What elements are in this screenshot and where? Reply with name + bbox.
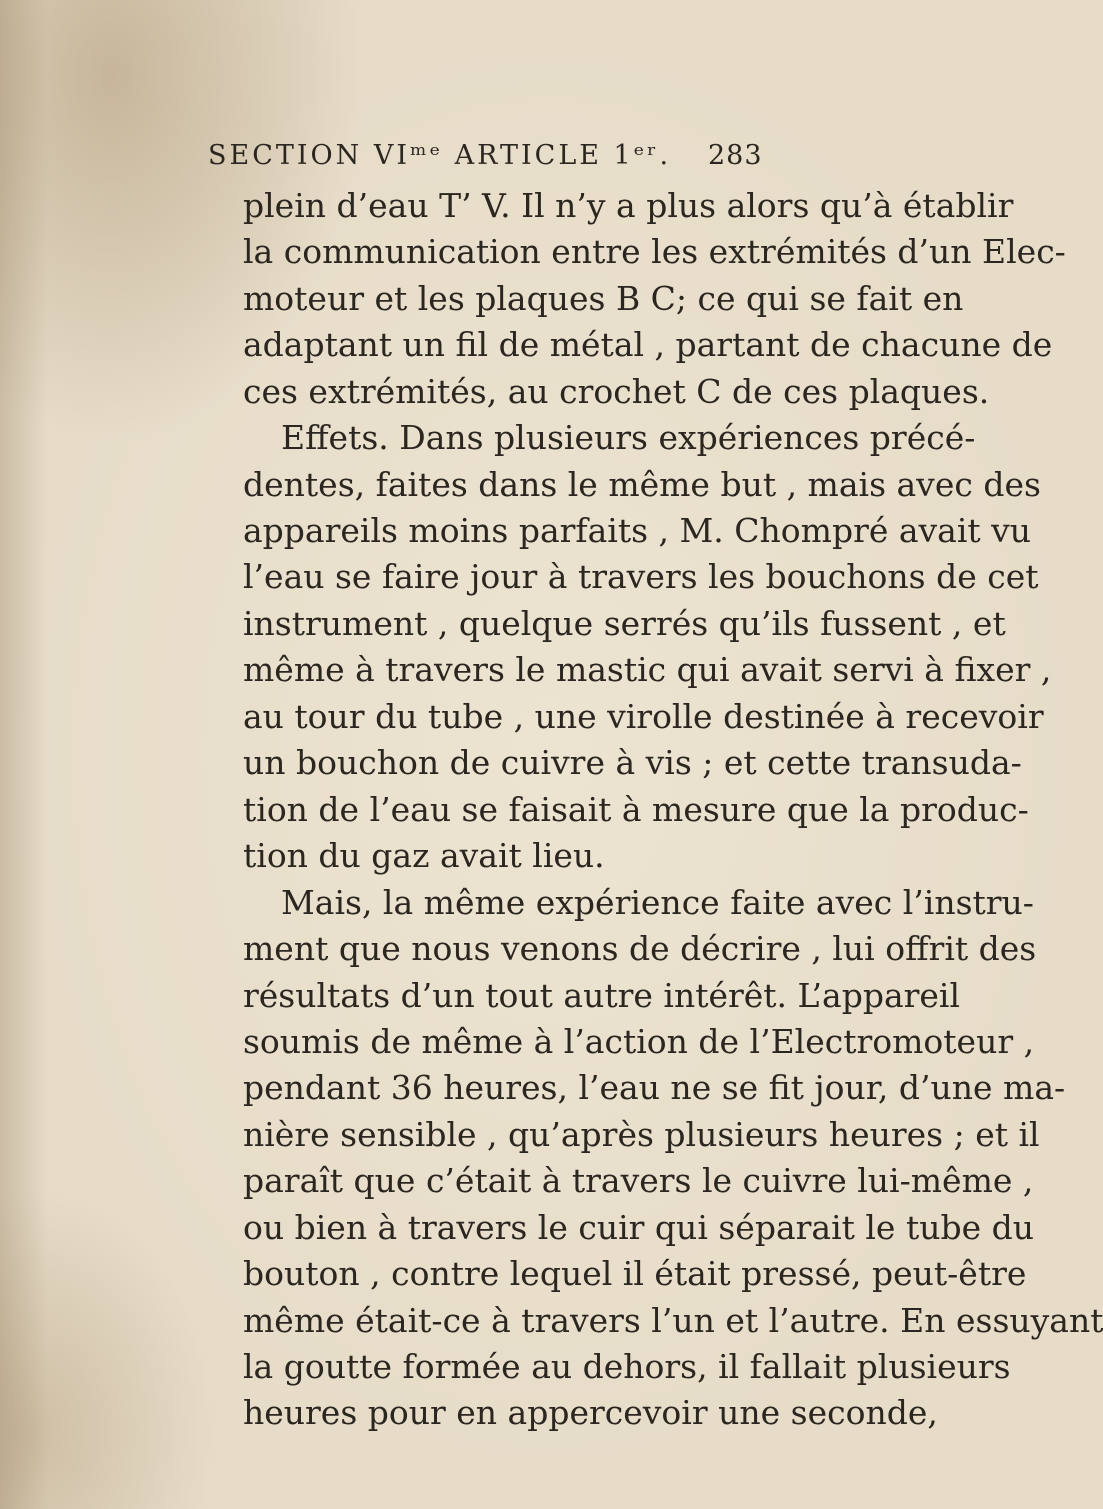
text-line: ces extrémités, au crochet C de ces plaques. — [243, 372, 990, 411]
text-line: Mais, la même expérience faite avec l’instru- — [281, 883, 1034, 922]
text-line: Effets. Dans plusieurs expériences précé- — [281, 418, 976, 457]
text-line: plein d’eau T’ V. Il n’y a plus alors qu’à établir — [243, 186, 1014, 225]
text-line: un bouchon de cuivre à vis ; et cette transuda- — [243, 743, 1022, 782]
text-line: adaptant un fil de métal , partant de chacune de — [243, 325, 1053, 364]
header-section-title: SECTION VIᵐᵉ ARTICLE 1ᵉʳ. — [208, 140, 672, 171]
text-line: ment que nous venons de décrire , lui offrit des — [243, 929, 1037, 968]
text-line: résultats d’un tout autre intérêt. L’appareil — [243, 976, 961, 1015]
text-line: la goutte formée au dehors, il fallait plusieurs — [243, 1347, 1011, 1386]
text-line: tion du gaz avait lieu. — [243, 836, 605, 875]
text-line: instrument , quelque serrés qu’ils fussent , et — [243, 604, 1006, 643]
text-line: nière sensible , qu’après plusieurs heures ; et il — [243, 1115, 1040, 1154]
text-line: la communication entre les extrémités d’un Elec- — [243, 232, 1066, 271]
running-header — [208, 140, 768, 184]
text-line: soumis de même à l’action de l’Electromoteur , — [243, 1022, 1035, 1061]
text-line: même à travers le mastic qui avait servi à fixer , — [243, 650, 1052, 689]
text-line: tion de l’eau se faisait à mesure que la produc- — [243, 790, 1029, 829]
page-number: 283 — [708, 140, 763, 171]
text-line: heures pour en appercevoir une seconde, — [243, 1393, 938, 1432]
text-line: bouton , contre lequel il était pressé, peut-être — [243, 1254, 1027, 1293]
text-line: paraît que c’était à travers le cuivre lui-même , — [243, 1161, 1034, 1200]
text-line: appareils moins parfaits , M. Chompré avait vu — [243, 511, 1032, 550]
text-line: même était-ce à travers l’un et l’autre. En essuyant — [243, 1301, 1103, 1340]
text-line: moteur et les plaques B C; ce qui se fait en — [243, 279, 964, 318]
page-edge-shadow — [0, 0, 48, 1509]
text-line: ou bien à travers le cuir qui séparait le tube du — [243, 1208, 1034, 1247]
text-line: au tour du tube , une virolle destinée à recevoir — [243, 697, 1044, 736]
text-line: pendant 36 heures, l’eau ne se fit jour, d’une ma- — [243, 1068, 1066, 1107]
text-line: dentes, faites dans le même but , mais avec des — [243, 465, 1041, 504]
text-line: l’eau se faire jour à travers les bouchons de cet — [243, 557, 1039, 596]
